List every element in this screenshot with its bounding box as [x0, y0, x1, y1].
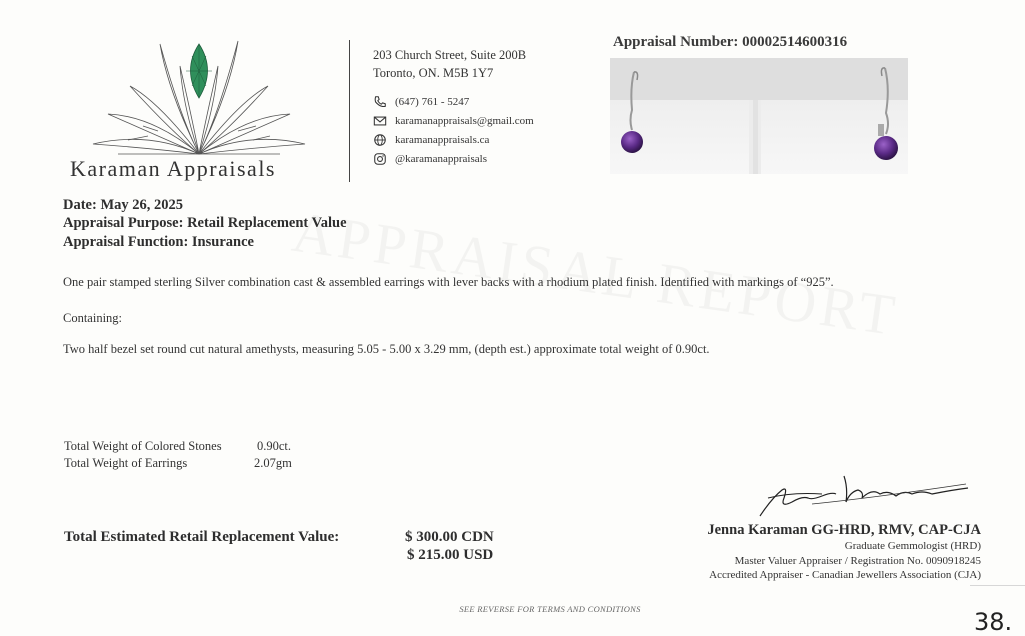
handwritten-page-mark: 38. — [974, 608, 1013, 636]
signer-name: Jenna Karaman GG-HRD, RMV, CAP-CJA — [707, 522, 981, 538]
logo-leaf-gem-icon — [88, 36, 310, 158]
signer-credential-3: Accredited Appraiser - Canadian Jewellers Association (CJA) — [709, 569, 981, 581]
containing-label: Containing: — [63, 311, 123, 325]
terms-footer-note: SEE REVERSE FOR TERMS AND CONDITIONS — [459, 604, 641, 614]
instagram-text: @karamanappraisals — [395, 153, 487, 165]
margin-rule — [970, 585, 1025, 586]
globe-icon — [373, 133, 387, 147]
valuation-cdn: $ 300.00 CDN — [405, 529, 494, 545]
contact-email[interactable] — [373, 114, 534, 128]
appraisal-purpose: Appraisal Purpose: Retail Replacement Value — [63, 215, 347, 231]
valuation-usd: $ 215.00 USD — [407, 547, 494, 563]
header-divider — [349, 40, 350, 182]
signer-credential-1: Graduate Gemmologist (HRD) — [844, 540, 981, 552]
phone-icon — [373, 95, 387, 109]
earrings-photo — [610, 58, 908, 174]
address-line-2: Toronto, ON. M5B 1Y7 — [373, 66, 494, 80]
contact-phone — [373, 95, 469, 109]
stones-description: Two half bezel set round cut natural amethysts, measuring 5.05 - 5.00 x 3.29 mm, (depth est.) approximate total weight of 0.90ct. — [63, 342, 710, 356]
email-text: karamanappraisals@gmail.com — [395, 115, 534, 127]
total-colored-stones-value: 0.90ct. — [257, 439, 292, 453]
brand-name: Karaman Appraisals — [70, 156, 276, 181]
valuation-label: Total Estimated Retail Replacement Value: — [64, 529, 340, 545]
address-line-1: 203 Church Street, Suite 200B — [373, 48, 527, 62]
signature-icon — [752, 468, 972, 523]
appraisal-function: Appraisal Function: Insurance — [63, 234, 254, 250]
total-earrings-weight-value: 2.07gm — [254, 456, 292, 470]
total-colored-stones-label: Total Weight of Colored Stones — [64, 439, 222, 453]
contact-website[interactable] — [373, 133, 489, 147]
website-text: karamanappraisals.ca — [395, 134, 490, 146]
appraisal-number: Appraisal Number: 00002514600316 — [613, 34, 848, 50]
item-description: One pair stamped sterling Silver combination cast & assembled earrings with lever backs with a rhodium plated finish. Identified with markings of “925”. — [63, 275, 834, 289]
instagram-icon — [373, 152, 387, 166]
total-earrings-weight-label: Total Weight of Earrings — [64, 456, 188, 470]
signer-credential-2: Master Valuer Appraiser / Registration No. 0090918245 — [734, 555, 981, 567]
phone-text: (647) 761 - 5247 — [395, 96, 470, 108]
appraisal-date: Date: May 26, 2025 — [63, 197, 184, 213]
mail-icon — [373, 114, 387, 128]
contact-instagram[interactable] — [373, 152, 487, 166]
